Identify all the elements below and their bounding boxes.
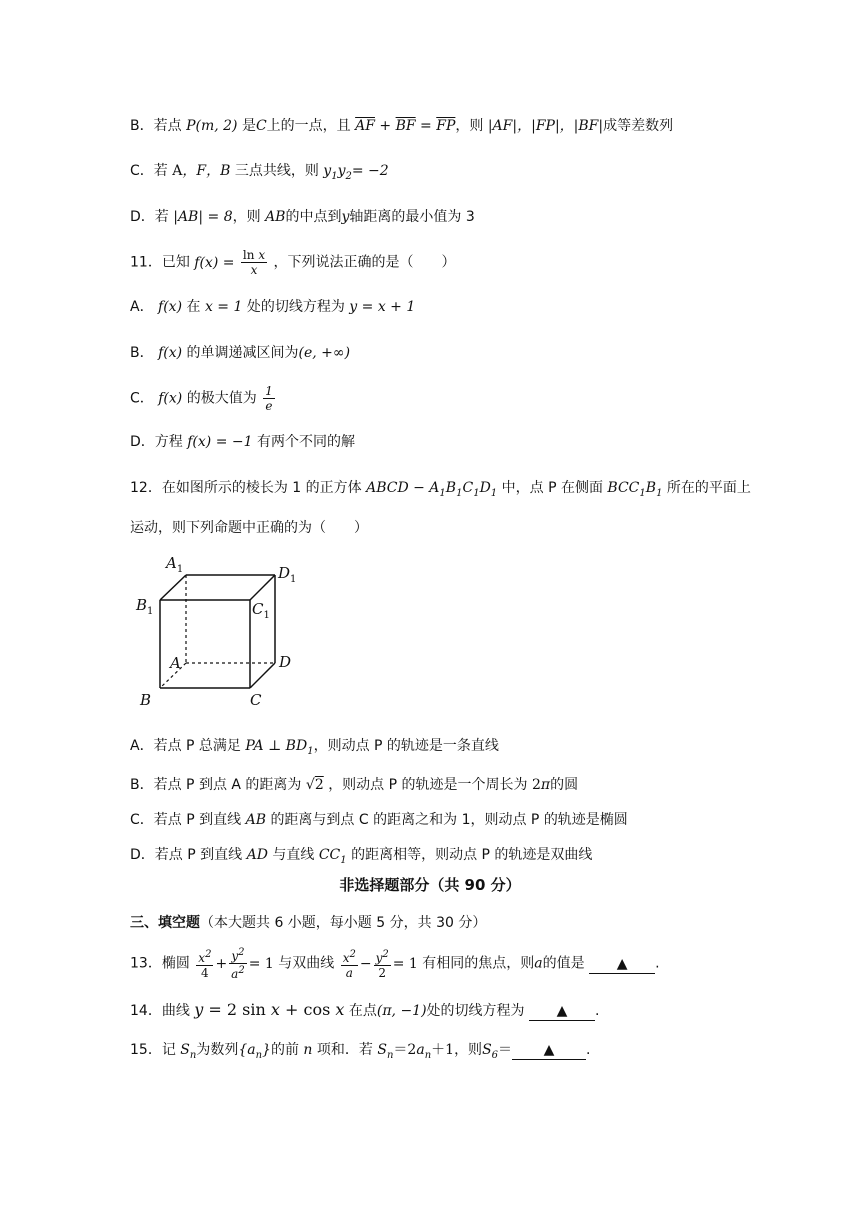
sn-relation: $S_n=2a_n+1$ — [377, 1042, 455, 1061]
face-name: $BCC_1B_1$ — [607, 480, 663, 499]
fx-math: f(x) — [158, 299, 183, 315]
cube-label-a1: $A_1$ — [166, 555, 184, 575]
q11-option-c: C． f(x) 的极大值为 $\frac{1}{e}$ — [130, 384, 273, 413]
hyperbola-equation: $\frac{x^2}{a}$ − $\frac{y^2}{2}$ = 1 — [342, 948, 418, 980]
q13: 13．椭圆 $\frac{x^2}{4}$ + $\frac{y^2}{a^2}$ = 1 与双曲线 $\frac{x^2}{a}$ − $\frac{y^2}{2}$ = 1 有相同的焦点，则a的值是 ▲ . — [130, 947, 660, 981]
vector-equation: $\overline{AF} + \overline{BF} = \overline{FP}$ — [355, 118, 456, 134]
section-heading: 非选择题部分（共 90 分） — [339, 876, 521, 894]
edge-d1c1 — [250, 575, 275, 600]
fx-math: f(x) — [187, 434, 212, 450]
sqrt2: √2 — [305, 777, 324, 793]
q12-stem-line2: 运动，则下列命题中正确的为（ ） — [130, 520, 368, 536]
q15-answer-blank[interactable]: ▲ — [512, 1041, 586, 1060]
curve-equation: y = 2 sin x + cos x — [194, 1000, 345, 1019]
abs-values: |AF|，|FP|，|BF| — [487, 118, 604, 134]
s6: $S_6=$ — [482, 1042, 513, 1061]
fx-definition: f(x) = $\frac{\text{ln x}}{x}$ — [194, 248, 266, 277]
cube-label-c: C — [250, 691, 262, 709]
line-cc1: $CC_1$ — [318, 847, 347, 866]
two-pi: 2π — [531, 777, 551, 793]
cube-label-b1: $B_1$ — [136, 596, 154, 617]
q12-stem-line1: 12．在如图所示的棱长为 1 的正方体 ABCD − $A_1B_1C_1D_1$ 中，点 P 在侧面 $BCC_1B_1$ 所在的平面上 — [130, 480, 751, 499]
line-ab: AB — [245, 812, 266, 828]
q11-option-d: D．方程 f(x) = −1 有两个不同的解 — [130, 434, 355, 450]
y1y2-math: $y_1y_2$ — [323, 163, 352, 182]
q14-answer-blank[interactable]: ▲ — [529, 1002, 595, 1021]
q13-answer-blank[interactable]: ▲ — [589, 955, 655, 974]
q12-option-c: C．若点 P 到直线 AB 的距离与到点 C 的距离之和为 1，则动点 P 的轨迹是椭圆 — [130, 812, 628, 828]
cube-figure — [130, 555, 320, 715]
q11-option-a: A． f(x) 在 x = 1 处的切线方程为 y = x + 1 — [130, 299, 416, 315]
sequence-an: $\{a_n\}$ — [238, 1042, 271, 1061]
q14: 14．曲线 y = 2 sin x + cos x 在点(π, −1)处的切线方程为 ▲ . — [130, 1000, 600, 1019]
q12-option-b: B．若点 P 到点 A 的距离为 √2 ，则动点 P 的轨迹是一个周长为 2π的圆 — [130, 777, 579, 793]
point-p-math: P(m, 2) — [186, 118, 238, 134]
q15: 15．记 $S_n$为数列$\{a_n\}$的前 n 项和．若 $S_n=2a_n+1$，则$S_6=$ ▲ . — [130, 1042, 591, 1061]
cube-label-a: A — [170, 654, 181, 672]
cube-name: ABCD − $A_1B_1C_1D_1$ — [366, 480, 498, 499]
q11-option-b: B． f(x) 的单调递减区间为(e, +∞) — [130, 345, 351, 361]
edge-dc — [250, 663, 275, 688]
cube-label-b: B — [140, 691, 152, 709]
fx-math: f(x) — [158, 390, 183, 407]
points-afb: A，F，B — [172, 163, 231, 179]
cube-label-c1: $C_1$ — [252, 600, 270, 621]
perp-condition: PA ⊥ $BD_1$ — [245, 738, 314, 757]
edge-b1a1 — [160, 575, 186, 600]
fx-math: f(x) — [158, 345, 183, 361]
q11-stem: 11．已知 f(x) = $\frac{\text{ln x}}{x}$ ，下列说法正确的是（ ） — [130, 248, 456, 277]
cube-label-d: D — [279, 653, 292, 671]
q12-option-d: D．若点 P 到直线 AD 与直线 $CC_1$ 的距离相等，则动点 P 的轨迹是双曲线 — [130, 847, 593, 866]
cube-label-d1: $D_1$ — [278, 564, 297, 585]
one-over-e: $\frac{1}{e}$ — [265, 384, 273, 413]
ellipse-equation: $\frac{x^2}{4}$ + $\frac{y^2}{a^2}$ = 1 — [198, 947, 274, 981]
q12-option-a: A．若点 P 总满足 PA ⊥ $BD_1$，则动点 P 的轨迹是一条直线 — [130, 738, 499, 757]
s-n: $S_n$ — [180, 1042, 197, 1061]
line-ad: AD — [246, 847, 268, 863]
q10-option-b: B．若点 P(m, 2) 是C上的一点，且 $\overline{AF} + \overline{BF} = \overline{FP}$，则 |AF|，|FP|，|BF|成等差数列 — [130, 118, 674, 134]
q10-option-d: D．若 |AB| = 8，则 AB的中点到y轴距离的最小值为 3 — [130, 209, 475, 225]
q10-option-c: C．若 A，F，B 三点共线，则 $y_1y_2= -2$ — [130, 163, 389, 182]
part3-heading: 三、填空题（本大题共 6 小题，每小题 5 分，共 30 分） — [130, 915, 487, 931]
